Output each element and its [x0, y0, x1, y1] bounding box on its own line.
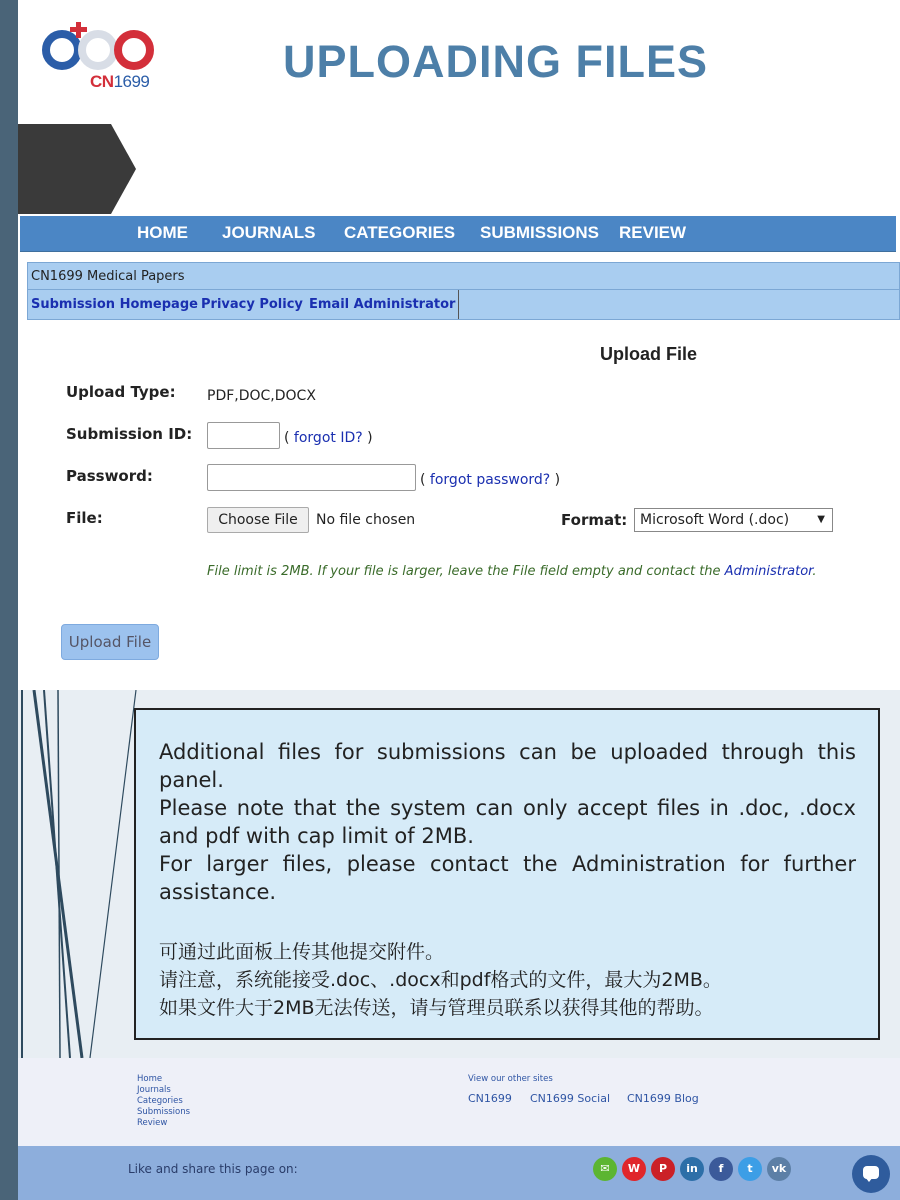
logo-text: CN1699: [90, 72, 150, 91]
share-bar: [18, 1146, 900, 1200]
arrow-tab-decoration: [18, 124, 136, 214]
password-input[interactable]: [207, 464, 416, 491]
decorative-lines: [18, 690, 138, 1058]
main-nav: [20, 216, 896, 252]
site-title-bar: CN1699 Medical Papers: [27, 262, 900, 290]
format-label: Format:: [561, 511, 628, 529]
submission-id-input[interactable]: [207, 422, 280, 449]
chat-icon[interactable]: [852, 1155, 890, 1193]
site-link-cn1699[interactable]: CN1699: [468, 1092, 512, 1105]
format-select[interactable]: [634, 508, 833, 532]
forgot-password-link-wrapper: ( forgot password? ): [420, 472, 561, 488]
share-label: Like and share this page on:: [128, 1162, 298, 1176]
format-selected-value: Microsoft Word (.doc): [640, 512, 790, 528]
nav-categories[interactable]: CATEGORIES: [344, 223, 456, 242]
file-limit-note: File limit is 2MB. If your file is larger, leave the File field empty and contact the Administrator.: [207, 564, 817, 579]
submission-homepage-link[interactable]: Submission Homepage: [28, 290, 202, 319]
info-panel: [134, 708, 880, 1040]
weibo-icon[interactable]: W: [622, 1157, 646, 1181]
submission-links-bar: [27, 290, 900, 320]
forgot-password-link[interactable]: forgot password?: [429, 472, 551, 488]
pinterest-icon[interactable]: P: [651, 1157, 675, 1181]
file-status: No file chosen: [316, 512, 416, 528]
choose-file-button[interactable]: Choose File: [207, 507, 309, 533]
footer-link-submissions[interactable]: Submissions: [137, 1107, 191, 1117]
info-chinese-text: 可通过此面板上传其他提交附件。 请注意，系统能接受.doc、.docx和pdf格式的文件，最大为2MB。 如果文件大于2MB无法传送，请与管理员联系以获得其他的帮助。: [159, 941, 722, 1019]
footer-link-categories[interactable]: Categories: [137, 1096, 183, 1106]
dropdown-caret-icon: ▼: [817, 514, 825, 525]
footer-link-journals[interactable]: Journals: [137, 1085, 171, 1095]
administrator-link[interactable]: Administrator: [724, 564, 813, 579]
info-english-text: Additional files for submissions can be uploaded through this panel. Please note that the system can only accept files in .doc, .docx and pdf with cap limit of 2MB. For larger files, please contact the Administration for further assistance.: [159, 740, 856, 904]
vk-icon[interactable]: vk: [767, 1157, 791, 1181]
left-edge-strip: [0, 0, 18, 1200]
footer-link-home[interactable]: Home: [137, 1074, 163, 1084]
page-title: UPLOADING FILES: [283, 36, 709, 87]
upload-type-label: Upload Type:: [66, 383, 176, 401]
submission-id-label: Submission ID:: [66, 425, 193, 443]
forgot-id-link[interactable]: forgot ID?: [293, 430, 363, 446]
password-label: Password:: [66, 467, 153, 485]
other-sites-label: View our other sites: [468, 1074, 553, 1084]
file-label: File:: [66, 509, 103, 527]
site-link-cn1699-social[interactable]: CN1699 Social: [530, 1092, 611, 1105]
nav-journals[interactable]: JOURNALS: [222, 223, 316, 242]
facebook-icon[interactable]: f: [709, 1157, 733, 1181]
privacy-policy-link[interactable]: Privacy Policy: [198, 290, 307, 319]
email-administrator-link[interactable]: Email Administrator: [306, 290, 459, 319]
upload-type-value: PDF,DOC,DOCX: [207, 388, 316, 404]
nav-home[interactable]: HOME: [137, 223, 188, 242]
form-title: Upload File: [600, 344, 698, 364]
forgot-id-link-wrapper: ( forgot ID? ): [284, 430, 373, 446]
nav-submissions[interactable]: SUBMISSIONS: [480, 223, 600, 242]
wechat-icon[interactable]: ✉: [593, 1157, 617, 1181]
footer-link-review[interactable]: Review: [137, 1118, 168, 1128]
slide: [18, 0, 900, 1200]
twitter-icon[interactable]: t: [738, 1157, 762, 1181]
info-region: [18, 690, 900, 1058]
linkedin-icon[interactable]: in: [680, 1157, 704, 1181]
footer: [18, 1058, 900, 1146]
upload-file-button[interactable]: Upload File: [61, 624, 159, 660]
nav-review[interactable]: REVIEW: [619, 223, 687, 242]
site-link-cn1699-blog[interactable]: CN1699 Blog: [627, 1092, 699, 1105]
